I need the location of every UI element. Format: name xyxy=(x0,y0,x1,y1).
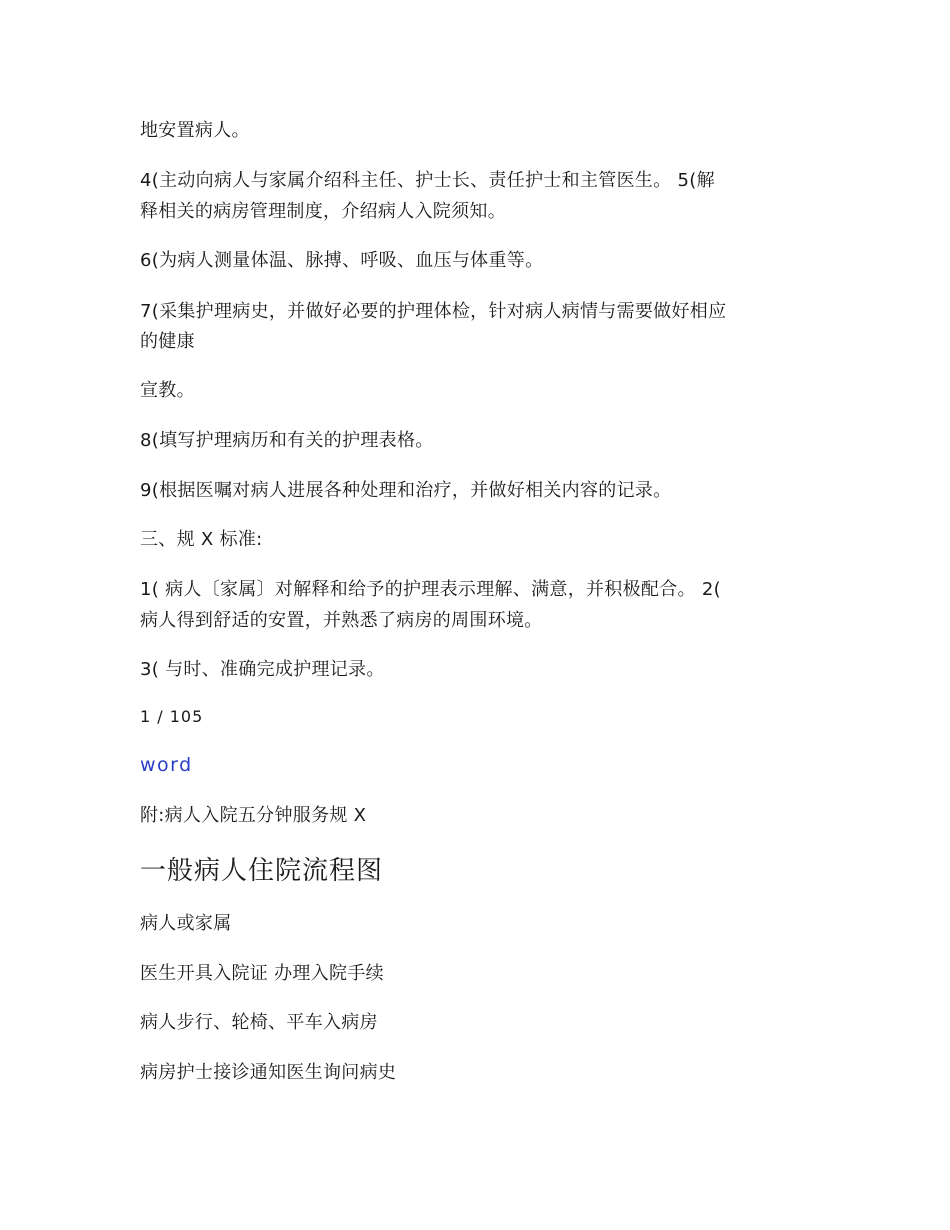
text-line: 1( 病人〔家属〕对解释和给予的护理表示理解、满意，并积极配合。 2( xyxy=(140,579,721,600)
text-line: 6(为病人测量体温、脉搏、呼吸、血压与体重等。 xyxy=(140,250,544,271)
text-line: 的健康 xyxy=(140,331,195,352)
text-line: 宣教。 xyxy=(140,380,195,401)
section-subheading: 三、规 X 标准: xyxy=(140,529,263,550)
text-line: 3( 与时、准确完成护理记录。 xyxy=(140,659,385,680)
text-line: 8(填写护理病历和有关的护理表格。 xyxy=(140,430,434,451)
flow-line: 医生开具入院证 办理入院手续 xyxy=(140,963,384,984)
text-line: 7(采集护理病史，并做好必要的护理体检，针对病人病情与需要做好相应 xyxy=(140,301,727,322)
section-heading: 一般病人住院流程图 xyxy=(140,856,384,886)
text-line: 地安置病人。 xyxy=(140,120,250,141)
flow-line: 病人或家属 xyxy=(140,913,232,934)
page-number: 1 / 105 xyxy=(140,707,204,726)
flow-line: 病房护士接诊通知医生询问病史 xyxy=(140,1062,397,1083)
text-line: 病人得到舒适的安置，并熟悉了病房的周围环境。 xyxy=(140,610,543,631)
appendix-line: 附:病人入院五分钟服务规 X xyxy=(140,805,367,826)
text-line: 释相关的病房管理制度，介绍病人入院须知。 xyxy=(140,201,506,222)
text-line: 9(根据医嘱对病人进展各种处理和治疗，并做好相关内容的记录。 xyxy=(140,480,672,501)
footer-word: word xyxy=(140,754,193,776)
text-line: 4(主动向病人与家属介绍科主任、护士长、责任护士和主管医生。 5(解 xyxy=(140,170,715,191)
flow-line: 病人步行、轮椅、平车入病房 xyxy=(140,1012,378,1033)
